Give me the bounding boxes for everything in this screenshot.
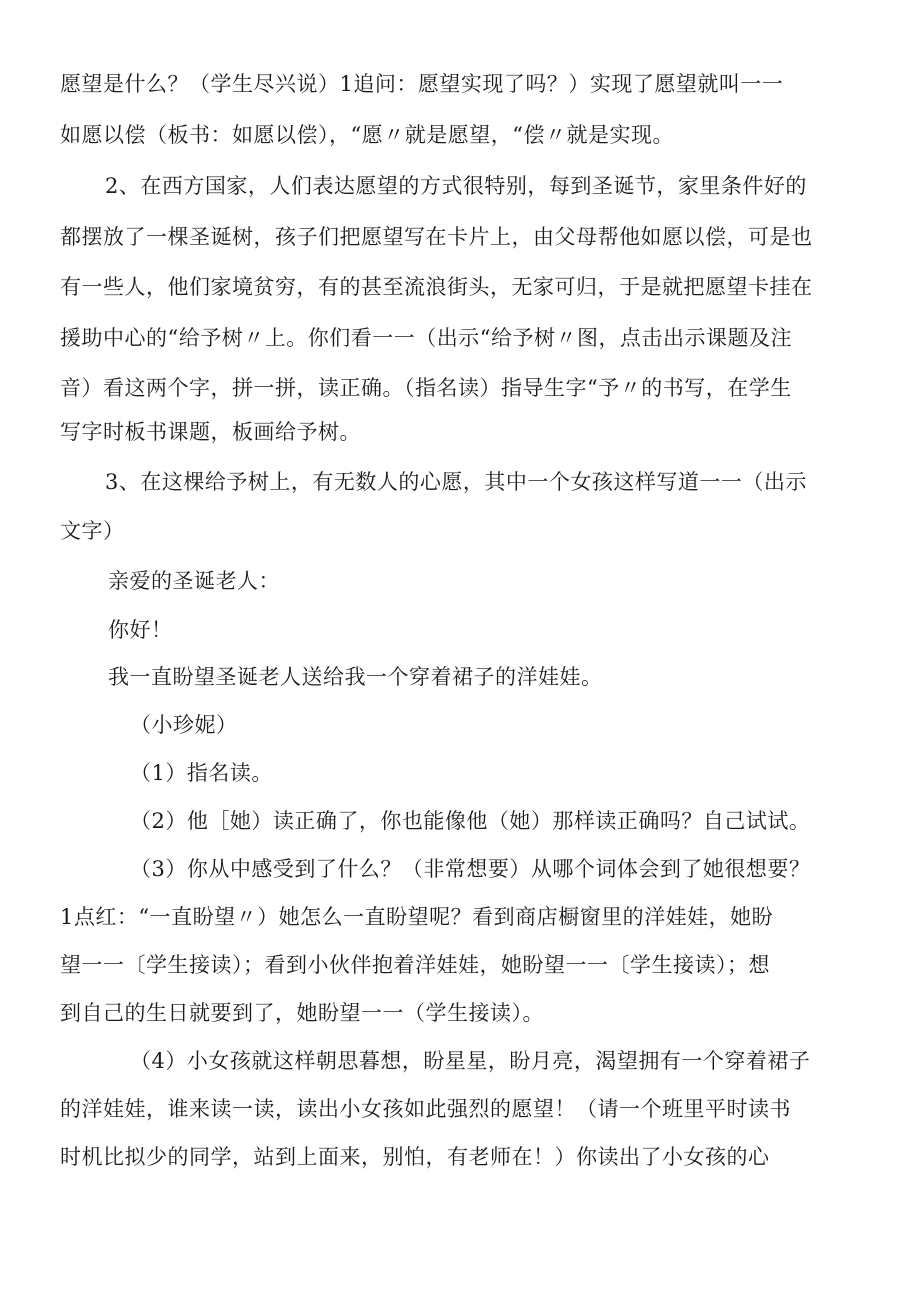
text-line: （2）他［她）读正确了，你也能像他（她）那样读正确吗？自己试试。 [130, 809, 811, 833]
text-line: 都摆放了一棵圣诞树，孩子们把愿望写在卡片上，由父母帮他如愿以偿，可是也 [60, 225, 813, 249]
text-line: 望一一〔学生接读）；看到小伙伴抱着洋娃娃，她盼望一一〔学生接读）；想 [60, 953, 770, 977]
text-line: 如愿以偿（板书：如愿以偿），“愿〃就是愿望，“偿〃就是实现。 [60, 123, 674, 147]
text-line: 时机比拟少的同学，站到上面来，别怕，有老师在！）你读出了小女孩的心 [60, 1145, 770, 1169]
text-line: 的洋娃娃，谁来读一读，读出小女孩如此强烈的愿望！（请一个班里平时读书 [60, 1097, 791, 1121]
text-line: （1）指名读。 [130, 761, 273, 785]
text-line: （3）你从中感受到了什么？（非常想要）从哪个词体会到了她很想要？ [130, 857, 811, 881]
text-line: 音）看这两个字，拼一拼，读正确。（指名读）指导生字“予〃的书写，在学生 [60, 376, 792, 400]
letter-greeting: 你好！ [108, 618, 173, 642]
text-line: 2、在西方国家，人们表达愿望的方式很特别，每到圣诞节，家里条件好的 [105, 174, 807, 198]
letter-signature: （小珍妮） [130, 713, 238, 737]
text-line: 3、在这棵给予树上，有无数人的心愿，其中一个女孩这样写道一一（出示 [105, 470, 807, 494]
letter-body: 我一直盼望圣诞老人送给我一个穿着裙子的洋娃娃。 [108, 665, 603, 689]
text-line: 文字） [60, 519, 125, 543]
text-line: 愿望是什么？（学生尽兴说）1追问：愿望实现了吗？）实现了愿望就叫一一 [60, 72, 784, 96]
text-line: 援助中心的“给予树〃上。你们看一一（出示“给予树〃图，点击出示课题及注 [60, 326, 792, 350]
text-line: 到自己的生日就要到了，她盼望一一（学生接读）。 [60, 1001, 544, 1025]
text-line: （4）小女孩就这样朝思暮想，盼星星，盼月亮，渴望拥有一个穿着裙子 [130, 1049, 811, 1073]
text-line: 1点红：“一直盼望〃）她怎么一直盼望呢？看到商店橱窗里的洋娃娃，她盼 [60, 905, 774, 929]
letter-salutation: 亲爱的圣诞老人： [108, 569, 280, 593]
text-line: 有一些人，他们家境贫穷，有的甚至流浪街头，无家可归，于是就把愿望卡挂在 [60, 275, 813, 299]
text-line: 写字时板书课题，板画给予树。 [60, 420, 361, 444]
